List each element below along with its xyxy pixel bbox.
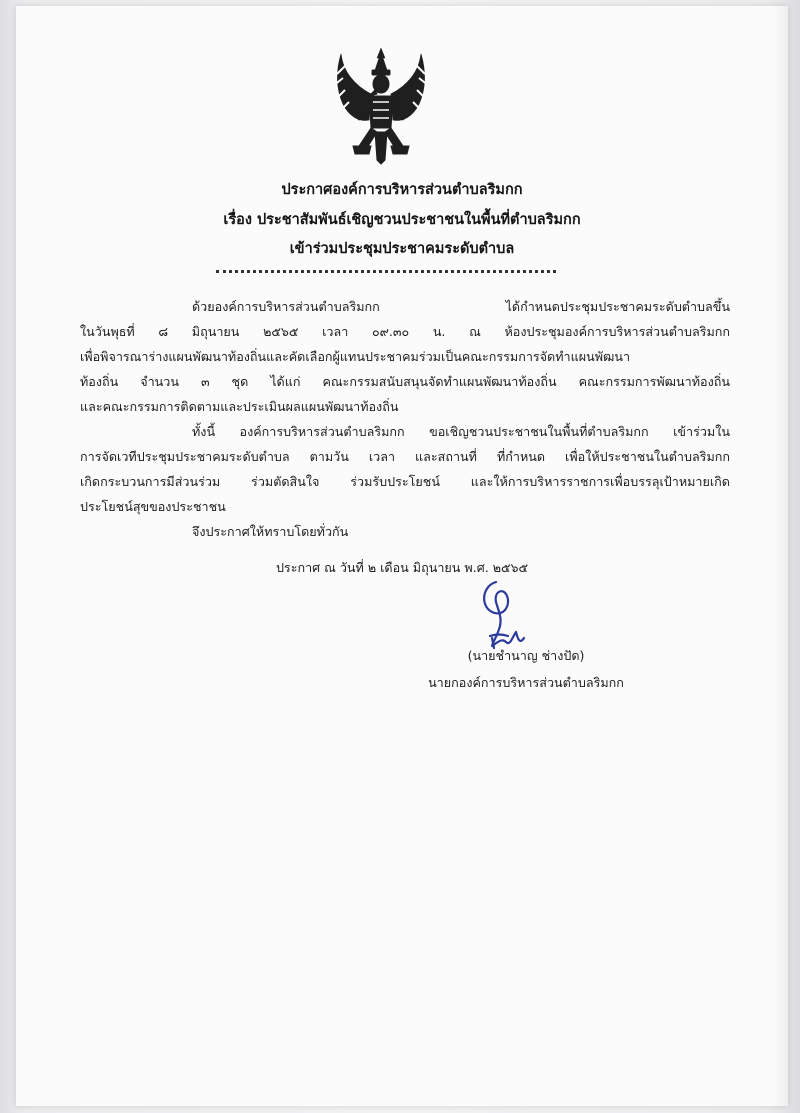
dotted-divider xyxy=(216,270,556,273)
announcement-subject: เรื่อง ประชาสัมพันธ์เชิญชวนประชาชนในพื้นที่ตำบลริมกก xyxy=(223,212,581,228)
garuda-emblem xyxy=(325,46,437,166)
closing-line: จึงประกาศให้ทราบโดยทั่วกัน xyxy=(192,524,349,539)
paragraph-line: เพื่อพิจารณาร่างแผนพัฒนาท้องถิ่นและคัดเลือกผู้แทนประชาคมร่วมเป็นคณะกรรมการจัดทำแผนพัฒนา xyxy=(80,349,631,364)
handwritten-signature xyxy=(472,576,542,652)
paragraph-line: ท้องถิ่น จำนวน ๓ ชุด ได้แก่ คณะกรรมสนับสนุนจัดทำแผนพัฒนาท้องถิ่น คณะกรรมการพัฒนาท้องถิ่น xyxy=(80,374,730,389)
announcement-date: ประกาศ ณ วันที่ ๒ เดือน มิถุนายน พ.ศ. ๒๕๖๕ xyxy=(275,560,529,575)
paragraph-line: เกิดกระบวนการมีส่วนร่วม ร่วมตัดสินใจ ร่วมรับประโยชน์ และให้การบริหารราชการเพื่อบรรลุเป้าหมายเกิด xyxy=(80,474,730,489)
paragraph-line: ทั้งนี้ องค์การบริหารส่วนตำบลริมกก ขอเชิญชวนประชาชนในพื้นที่ตำบลริมกก เข้าร่วมใน xyxy=(192,424,730,439)
paragraph-line: การจัดเวทีประชุมประชาคมระดับตำบล ตามวัน เวลา และสถานที่ ที่กำหนด เพื่อให้ประชาชนในตำบลริมกก xyxy=(80,449,730,464)
paragraph-line: ประโยชน์สุขของประชาชน xyxy=(80,499,226,514)
paragraph-1 xyxy=(80,294,730,419)
signer-position: นายกองค์การบริหารส่วนตำบลริมกก xyxy=(428,675,624,690)
paragraph-line: ด้วยองค์การบริหารส่วนตำบลริมกก ได้กำหนดประชุมประชาคมระดับตำบลขึ้น xyxy=(192,299,730,314)
announcement-subject-continued: เข้าร่วมประชุมประชาคมระดับตำบล xyxy=(289,241,515,257)
paragraph-2 xyxy=(80,419,730,519)
paragraph-line: ในวันพุธที่ ๘ มิถุนายน ๒๕๖๕ เวลา ๐๙.๓๐ น. ณ ห้องประชุมองค์การบริหารส่วนตำบลริมกก xyxy=(80,324,730,339)
document-page xyxy=(16,6,788,1106)
announcement-title: ประกาศองค์การบริหารส่วนตำบลริมกก xyxy=(281,182,523,198)
closing-statement xyxy=(80,519,730,544)
signer-name: (นายชำนาญ ช่างปัด) xyxy=(467,648,585,663)
paragraph-line: และคณะกรรมการติดตามและประเมินผลแผนพัฒนาท้องถิ่น xyxy=(80,399,399,414)
